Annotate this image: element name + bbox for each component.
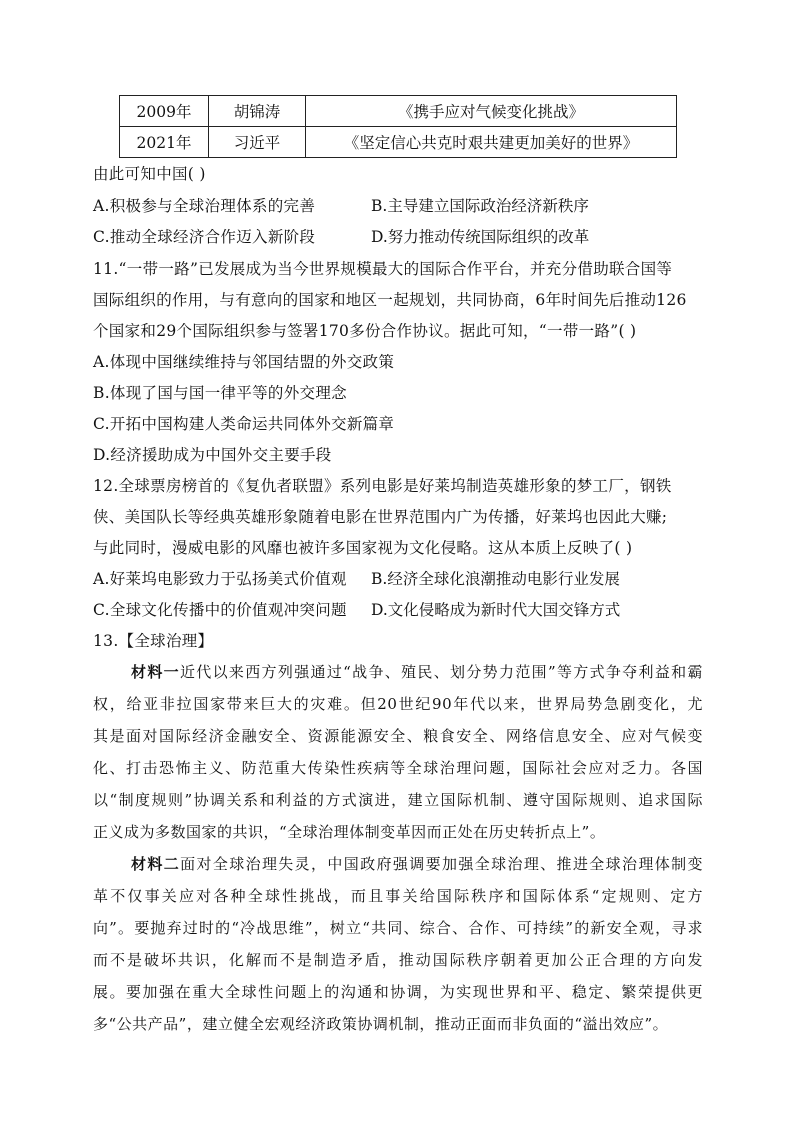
q12-stem-line: 侠、美国队长等经典英雄形象随着电影在世界范围内广为传播，好莱坞也因此大赚; (93, 508, 668, 526)
q12-option-b: B.经济全球化浪潮推动电影行业发展 (371, 570, 620, 588)
q11-option-a: A.体现中国继续维持与邻国结盟的外交政策 (93, 353, 395, 371)
q11-option-c: C.开拓中国构建人类命运共同体外交新篇章 (93, 415, 395, 433)
speech-title-cell: 《坚定信心共克时艰共建更加美好的世界》 (306, 127, 677, 158)
q10-option-c: C.推动全球经济合作迈入新阶段 (93, 228, 316, 246)
speech-title-cell: 《携手应对气候变化挑战》 (306, 96, 677, 127)
speaker-cell: 胡锦涛 (209, 96, 306, 127)
q12-option-a: A.好莱坞电影致力于弘扬美式价值观 (93, 570, 347, 588)
q12-stem-line: 12.全球票房榜首的《复仇者联盟》系列电影是好莱坞制造英雄形象的梦工厂，钢铁 (93, 477, 672, 495)
year-cell: 2021年 (120, 127, 209, 158)
table-row (120, 127, 677, 158)
q11-stem-line: 国际组织的作用，与有意向的国家和地区一起规划，共同协商，6年时间先后推动126 (93, 291, 687, 309)
q10-option-d: D.努力推动传统国际组织的改革 (371, 228, 590, 246)
table-row (120, 96, 677, 127)
material-two-line: 多“公共产品”，建立健全宏观经济政策协调机制，推动正面而非负面的“溢出效应”。 (93, 1015, 669, 1033)
material-two-line: 向”。要抛弃过时的“冷战思维”，树立“共同、综合、合作、可持续”的新安全观，寻求 (93, 919, 703, 937)
material-text: 面对全球治理失灵，中国政府强调要加强全球治理、推进全球治理体制变 (180, 855, 703, 873)
q11-stem-line: 11.“一带一路”已发展成为当今世界规模最大的国际合作平台，并充分借助联合国等 (93, 260, 673, 278)
material-two-line: 而不是破坏共识，化解而不是制造矛盾，推动国际秩序朝着更加公正合理的方向发 (93, 951, 703, 969)
q11-option-d: D.经济援助成为中国外交主要手段 (93, 446, 332, 464)
material-two-line (93, 853, 703, 874)
q10-stem: 由此可知中国( ) (93, 165, 206, 183)
year-cell: 2009年 (120, 96, 209, 127)
material-one-line: 以“制度规则”协调关系和利益的方式演进，建立国际机制、遵守国际规则、追求国际 (93, 791, 703, 809)
material-one-line: 权，给亚非拉国家带来巨大的灾难。但20世纪90年代以来，世界局势急剧变化，尤 (93, 695, 703, 713)
q11-stem-line: 个国家和29个国际组织参与签署170多份合作协议。据此可知，“一带一路”( ) (93, 322, 637, 340)
material-text: 近代以来西方列强通过“战争、殖民、划分势力范围”等方式争夺利益和霸 (179, 663, 703, 681)
q12-option-c: C.全球文化传播中的价值观冲突问题 (93, 601, 347, 619)
material-two-line: 革不仅事关应对各种全球性挑战，而且事关给国际秩序和国际体系“定规则、定方 (93, 887, 703, 905)
material-one-line: 正义成为多数国家的共识，“全球治理体制变革因而正处在历史转折点上”。 (93, 823, 606, 841)
speech-table (119, 95, 677, 158)
q10-option-b: B.主导建立国际政治经济新秩序 (371, 197, 589, 215)
q13-heading: 13.【全球治理】 (93, 632, 214, 650)
q10-option-a: A.积极参与全球治理体系的完善 (93, 197, 316, 215)
speaker-cell: 习近平 (209, 127, 306, 158)
material-two-line: 展。要加强在重大全球性问题上的沟通和协调，为实现世界和平、稳定、繁荣提供更 (93, 983, 703, 1001)
material-two-label: 材料二 (131, 855, 181, 873)
material-one-label: 材料一 (131, 663, 180, 681)
material-one-line (93, 661, 703, 682)
q12-option-d: D.文化侵略成为新时代大国交锋方式 (371, 601, 621, 619)
material-one-line: 化、打击恐怖主义、防范重大传染性疾病等全球治理问题，国际社会应对乏力。各国 (93, 759, 703, 777)
material-one-line: 其是面对国际经济金融安全、资源能源安全、粮食安全、网络信息安全、应对气候变 (93, 727, 703, 745)
q12-stem-line: 与此同时，漫威电影的风靡也被许多国家视为文化侵略。这从本质上反映了( ) (93, 539, 633, 557)
q11-option-b: B.体现了国与国一律平等的外交理念 (93, 384, 347, 402)
